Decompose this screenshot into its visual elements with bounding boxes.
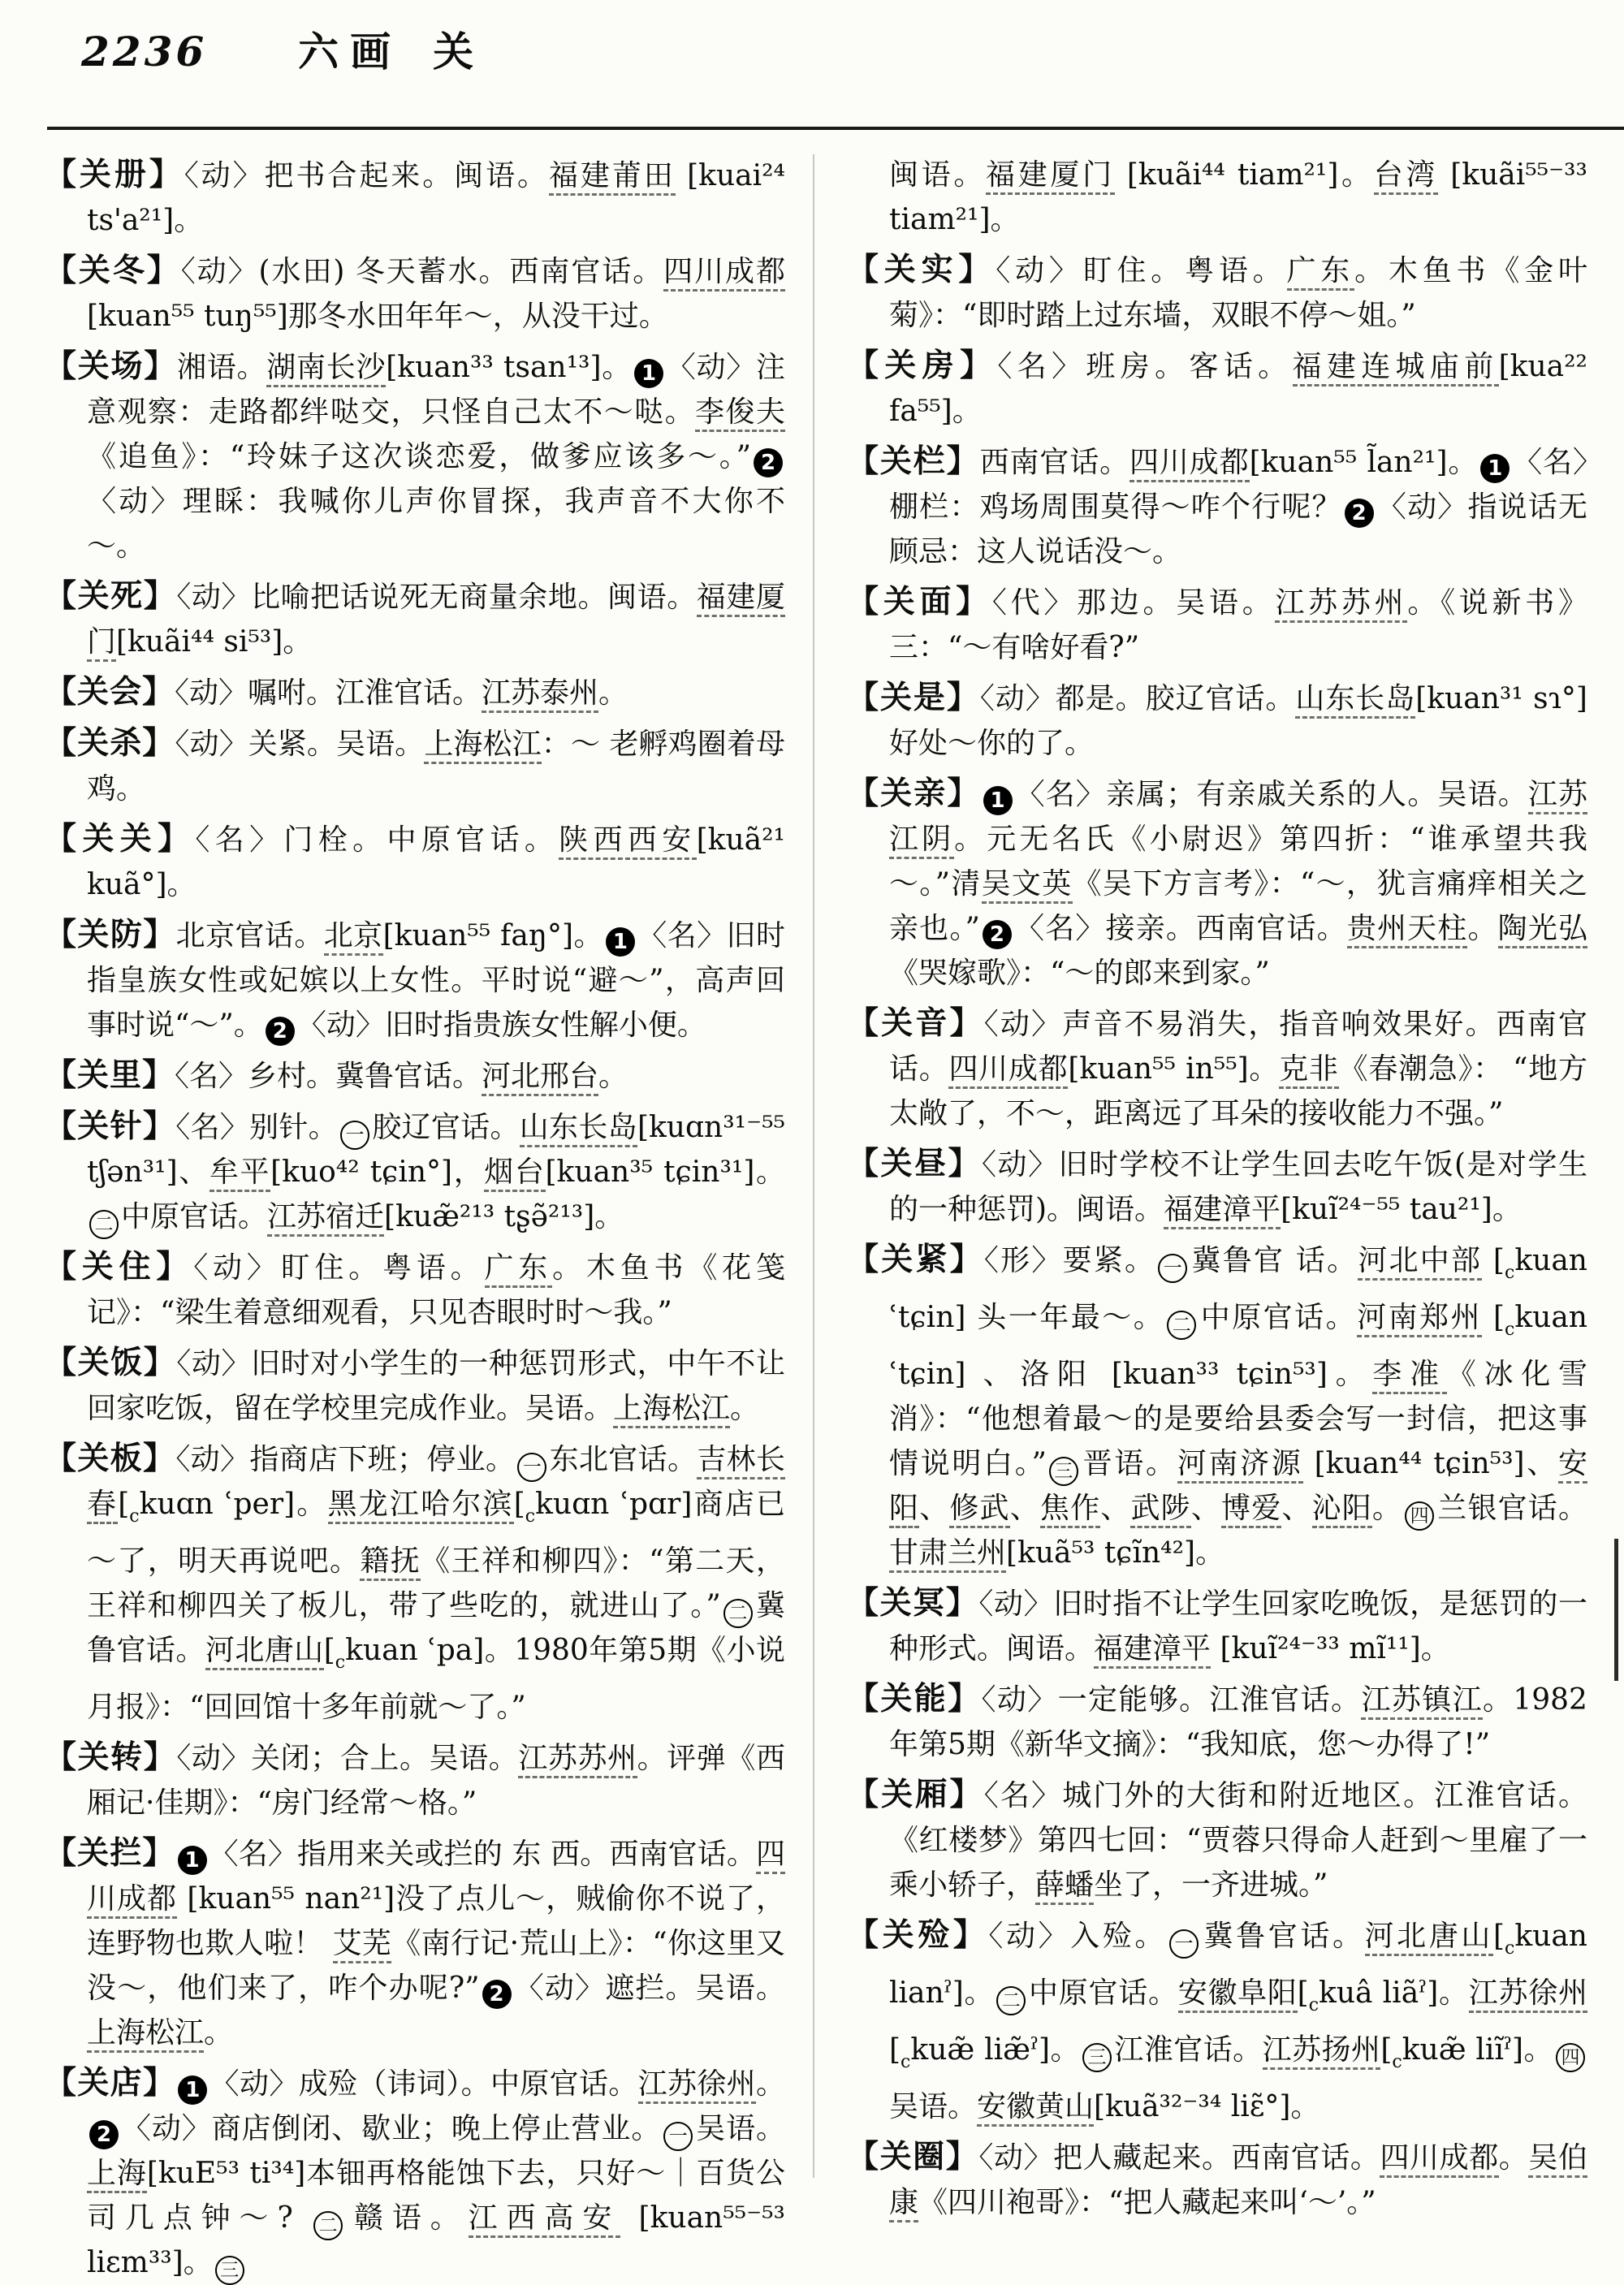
entry-body: 〈动〉嘱咐。江淮官话。江苏泰州。 bbox=[175, 676, 628, 713]
sense-number-2: 2 bbox=[754, 448, 783, 477]
proper-name: 广东 bbox=[485, 1251, 553, 1288]
dict-entry bbox=[847, 1773, 1587, 1907]
entry-headword: 【关店】 bbox=[45, 2064, 176, 2101]
entry-body: 〈动〉指商店下班；停业。 一 东北官话。吉林长春[$_ckuɑn$ ʿper]。黑龙江哈尔滨[$_ckuɑn$ ʿpɑr]商店已～了，明天再说吧。籍抚《王祥和柳四》：“第二天，王祥和柳四关了板儿，带了些吃的，就进山了。” 二 冀鲁官话。河北唐山[$_ckuan$ ʿpa]。1980年第5期《小说月报》：“回回馆十多年前就～了。” bbox=[87, 1443, 785, 1724]
entry-body: 〈动〉旧时学校不让学生回去吃午饭(是对学生的一种惩罚)。闽语。福建漳平[kuĩ²⁴⁻⁵⁵ tau²¹]。 bbox=[889, 1148, 1587, 1229]
proper-name: 李准 bbox=[1372, 1358, 1446, 1394]
proper-name: 上海松江 bbox=[87, 2016, 204, 2053]
dict-entry bbox=[45, 574, 785, 664]
tone-prefix: c bbox=[1504, 1263, 1515, 1283]
proper-name: 烟台 bbox=[484, 1155, 545, 1192]
dict-entry bbox=[847, 439, 1587, 574]
entry-headword: 【关亲】 bbox=[847, 775, 981, 812]
entry-headword: 【关饭】 bbox=[45, 1344, 177, 1381]
proper-name: 福建漳平 bbox=[1164, 1193, 1281, 1229]
entry-body: 1 〈名〉亲属；有亲戚关系的人。吴语。江苏江阴。元无名氏《小尉迟》第四折：“谁承望共我～。”清吴文英《吴下方言考》：“～，犹言痛痒相关之亲也。” 2 〈名〉接亲。西南官话。贵州天柱。陶光弘《哭嫁歌》：“～的郎来到家。” bbox=[889, 778, 1588, 990]
circled-subsense: 一 bbox=[663, 2122, 693, 2151]
proper-name: 福建厦门 bbox=[87, 581, 785, 662]
entry-body: 北京官话。北京[kuan⁵⁵ faŋ°]。 1 〈名〉旧时指皇族女性或妃嫔以上女性。平时说“避～”，高声回事时说“～”。 2 〈动〉旧时指贵族女性解小便。 bbox=[87, 919, 785, 1042]
entry-headword: 【关冬】 bbox=[45, 252, 181, 289]
entry-body: 〈动〉盯住。粤语。广东。木鱼书《金叶菊》：“即时踏上过东墙，双眼不停～姐。” bbox=[889, 254, 1587, 332]
tone-prefix: c bbox=[335, 1652, 346, 1673]
entry-headword: 【关板】 bbox=[45, 1440, 176, 1477]
entry-headword: 【关昼】 bbox=[847, 1145, 982, 1182]
proper-name: 李俊夫 bbox=[695, 395, 785, 432]
proper-name: 四川成都 bbox=[663, 255, 785, 292]
sense-number-1: 1 bbox=[178, 1846, 207, 1875]
scan-edge-artifact bbox=[1614, 1539, 1618, 1681]
entry-body: 〈动〉关闭；合上。吴语。江苏苏州。评弹《西厢记·佳期》：“房门经常～格。” bbox=[87, 1742, 785, 1820]
dict-entry bbox=[847, 2135, 1587, 2225]
column-right bbox=[847, 153, 1588, 2219]
proper-name: 陶光弘 bbox=[1498, 912, 1587, 948]
dict-entry bbox=[847, 153, 1587, 242]
proper-name: 薛蟠 bbox=[1035, 1868, 1094, 1905]
proper-name: 江苏宿迁 bbox=[267, 1200, 384, 1237]
sense-number-2: 2 bbox=[266, 1017, 295, 1046]
proper-name: 江苏徐州 bbox=[1469, 1976, 1587, 2013]
proper-name: 北京 bbox=[324, 919, 383, 956]
entry-headword: 【关针】 bbox=[45, 1108, 176, 1145]
proper-name: 籍抚 bbox=[360, 1544, 421, 1581]
circled-subsense: 二 bbox=[723, 1599, 753, 1628]
proper-name: 河北唐山 bbox=[205, 1634, 324, 1670]
proper-name: 安徽黄山 bbox=[977, 2090, 1094, 2127]
entry-headword: 【关场】 bbox=[45, 348, 177, 385]
proper-name: 山东长岛 bbox=[1295, 682, 1415, 719]
proper-name: 安徽阜阳 bbox=[1178, 1976, 1298, 2013]
circled-subsense: 四 bbox=[1556, 2043, 1585, 2072]
sense-number-1: 1 bbox=[178, 2076, 207, 2105]
proper-name: 江苏苏州 bbox=[518, 1742, 637, 1778]
proper-name: 四川成都 bbox=[948, 1052, 1068, 1089]
tone-prefix: c bbox=[129, 1506, 140, 1527]
circled-subsense: 二 bbox=[996, 1986, 1026, 2015]
entry-headword: 【关房】 bbox=[847, 347, 998, 384]
entry-body: 〈动〉声音不易消失，指音响效果好。西南官话。四川成都[kuan⁵⁵ in⁵⁵]。克非《春潮急》： “地方太敞了，不～，距离远了耳朵的接收能力不强。” bbox=[889, 1008, 1587, 1130]
proper-name: 湖南长沙 bbox=[266, 351, 386, 387]
section-head-character: 关 bbox=[433, 28, 474, 76]
entry-headword: 【关死】 bbox=[45, 577, 177, 615]
proper-name: 河北邢台 bbox=[482, 1060, 598, 1096]
proper-name: 吉林长春 bbox=[87, 1443, 785, 1524]
proper-name: 河南郑州 bbox=[1357, 1301, 1482, 1337]
proper-name: 博爱 bbox=[1221, 1492, 1281, 1528]
entry-body: 〈动〉比喻把话说死无商量余地。闽语。福建厦门[kuãi⁴⁴ si⁵³]。 bbox=[87, 581, 785, 662]
circled-subsense: 三 bbox=[215, 2256, 244, 2285]
dict-entry bbox=[847, 580, 1587, 670]
dict-entry bbox=[45, 1436, 785, 1730]
circled-subsense: 一 bbox=[1169, 1929, 1199, 1959]
entry-headword: 【关里】 bbox=[45, 1056, 175, 1094]
sense-number-2: 2 bbox=[983, 920, 1012, 949]
proper-name: 福建莆田 bbox=[549, 159, 676, 196]
proper-name: 江苏江阴 bbox=[889, 778, 1587, 859]
circled-subsense: 一 bbox=[517, 1453, 546, 1482]
entry-headword: 【关殓】 bbox=[847, 1916, 989, 1954]
circled-subsense: 二 bbox=[313, 2211, 343, 2240]
entry-body: 闽语。福建厦门 [kuãi⁴⁴ tiam²¹]。台湾 [kuãi⁵⁵⁻³³ tiam²¹]。 bbox=[889, 158, 1587, 236]
proper-name: 四川成都 bbox=[1380, 2141, 1498, 2178]
entry-body: 〈动〉入殓。 一 冀鲁官话。河北唐山[$_ckuan$ lianˀ]。 二 中原官话。安徽阜阳[$_ckuâ$ liãˀ]。江苏徐州[$_ckuæ̃$ liæ̃ˀ]。 三 江淮官话。江苏扬州[$_ckuæ̃$ liĩˀ]。 四吴语。安徽黄山[kuã³²⁻³⁴ liɛ̃°]。 bbox=[889, 1920, 1587, 2123]
entry-body: 〈动〉一定能够。江淮官话。江苏镇江。1982年第5期《新华文摘》：“我知底，您～办得了!” bbox=[889, 1683, 1587, 1761]
dict-entry bbox=[847, 1001, 1587, 1136]
sense-number-1: 1 bbox=[1480, 454, 1510, 483]
dict-entry bbox=[45, 1245, 785, 1335]
page-header bbox=[0, 0, 1624, 78]
entry-headword: 【关厢】 bbox=[847, 1776, 984, 1813]
dict-entry bbox=[45, 1831, 785, 2055]
dict-entry bbox=[45, 817, 785, 907]
sense-number-1: 1 bbox=[606, 927, 635, 957]
proper-name: 贵州天柱 bbox=[1347, 912, 1468, 948]
dict-entry bbox=[45, 670, 785, 715]
entry-headword: 【关实】 bbox=[847, 251, 996, 288]
proper-name: 武陟 bbox=[1130, 1492, 1190, 1528]
tone-prefix: c bbox=[901, 2052, 911, 2072]
proper-name: 四川成都 bbox=[87, 1838, 785, 1919]
proper-name: 甘肃兰州 bbox=[889, 1536, 1006, 1573]
proper-name: 上海 bbox=[87, 2157, 147, 2193]
dict-entry bbox=[45, 1053, 785, 1099]
circled-subsense: 二 bbox=[89, 1210, 119, 1239]
dict-entry bbox=[847, 1913, 1587, 2129]
entry-headword: 【关冥】 bbox=[847, 1584, 979, 1622]
proper-name: 陕西西安 bbox=[559, 823, 696, 860]
proper-name: 吴文英 bbox=[982, 867, 1073, 904]
entry-body: 〈形〉要紧。 一 冀鲁官 话。河北中部 [$_ckuan$ ʿtɕin] 头一年最～。 二 中原官话。河南郑州 [$_ckuan$ ʿtɕin] 、洛阳 [kuan³³ tɕin⁵³]。李准《冰化雪消》：“他想着最～的是要给县委会写一封信，把这事情说明白。” 三 晋语。河南济源 [kuan⁴⁴ tɕin⁵³]、安阳、修武、焦作、武陟、博爱、沁阳。 四 兰银官话。甘肃兰州[kuã⁵³ tɕĩn⁴²]。 bbox=[889, 1244, 1587, 1570]
proper-name: 黑龙江哈尔滨 bbox=[328, 1488, 514, 1524]
proper-name: 上海松江 bbox=[424, 728, 541, 764]
circled-subsense: 一 bbox=[340, 1121, 369, 1150]
dict-entry bbox=[847, 1142, 1587, 1232]
entry-headword: 【关转】 bbox=[45, 1739, 177, 1776]
dict-entry bbox=[45, 248, 785, 339]
proper-name: 山东长岛 bbox=[520, 1111, 637, 1147]
column-left bbox=[45, 153, 785, 2281]
proper-name: 江西高安 bbox=[469, 2201, 621, 2238]
dict-entry bbox=[847, 676, 1587, 766]
entry-headword: 【关会】 bbox=[45, 673, 175, 711]
proper-name: 江苏扬州 bbox=[1263, 2033, 1381, 2070]
sense-number-1: 1 bbox=[983, 786, 1013, 815]
entry-headword: 【关关】 bbox=[45, 820, 196, 857]
entry-body: 〈动〉旧时指不让学生回家吃晚饭，是惩罚的一种形式。闽语。福建漳平 [kuĩ²⁴⁻³³ mĩ¹¹]。 bbox=[889, 1587, 1587, 1669]
proper-name: 江苏镇江 bbox=[1361, 1683, 1483, 1720]
dict-entry bbox=[45, 2061, 785, 2285]
dict-entry bbox=[45, 153, 785, 243]
dict-entry bbox=[45, 1735, 785, 1825]
proper-name: 江苏苏州 bbox=[1275, 586, 1407, 623]
entry-body: 〈动〉把人藏起来。西南官话。四川成都。吴伯康《四川袍哥》：“把人藏起来叫‘～’。” bbox=[889, 2141, 1587, 2222]
dict-entry bbox=[45, 1341, 785, 1431]
circled-subsense: 二 bbox=[1167, 1311, 1196, 1340]
entry-body: 〈名〉班房。客话。福建连城庙前[kua²² fa⁵⁵]。 bbox=[889, 350, 1587, 428]
page-number: 2236 bbox=[81, 28, 208, 76]
dict-entry bbox=[847, 1677, 1587, 1767]
proper-name: 焦作 bbox=[1040, 1492, 1100, 1528]
proper-name: 河南济源 bbox=[1177, 1447, 1303, 1484]
dict-entry bbox=[847, 248, 1587, 338]
entry-body: 湘语。湖南长沙[kuan³³ tsan¹³]。 1 〈动〉注意观察：走路都绊哒交，只怪自己太不～哒。李俊夫《追鱼》：“玲妹子这次谈恋爱，做爹应该多～。” 2〈动〉理睬：我喊你儿声你冒探，我声音不大你不～。 bbox=[87, 351, 785, 563]
proper-name: 江苏徐州 bbox=[638, 2067, 756, 2104]
circled-subsense: 三 bbox=[1049, 1457, 1078, 1486]
proper-name: 艾芜 bbox=[333, 1927, 392, 1963]
tone-prefix: c bbox=[525, 1506, 536, 1527]
entry-body: 〈名〉别针。 一 胶辽官话。山东长岛[kuɑn³¹⁻⁵⁵ tʃən³¹]、牟平[kuo⁴² tɕin°]，烟台[kuan³⁵ tɕin³¹]。二 中原官话。江苏宿迁[kuæ̃²¹³ tʂə̃²¹³]。 bbox=[87, 1111, 785, 1233]
dict-entry bbox=[45, 913, 785, 1047]
proper-name: 上海松江 bbox=[613, 1392, 730, 1428]
entry-body: 〈名〉门栓。中原官话。陕西西安[kuã²¹ kuã°]。 bbox=[87, 823, 785, 901]
circled-subsense: 四 bbox=[1405, 1501, 1434, 1531]
proper-name: 福建厦门 bbox=[986, 158, 1115, 195]
entry-body: 1 〈名〉指用来关或拦的 东 西。西南官话。四川成都 [kuan⁵⁵ nan²¹]没了点儿～，贼偷你不说了，连野物也欺人啦！ 艾芜《南行记·荒山上》：“你这里又没～，他们来了，咋个办呢?” 2 〈动〉遮拦。吴语。上海松江。 bbox=[87, 1838, 785, 2050]
entry-body: 1 〈动〉成殓（讳词）。中原官话。江苏徐州。2 〈动〉商店倒闭、歇业；晚上停止营业。 一 吴语。上海[kuE⁵³ ti³⁴]本钿再格能蚀下去，只好～｜百货公司几点钟～? 二 赣语。江西高安 [kuan⁵⁵⁻⁵³ liɛm³³]。 三 bbox=[87, 2067, 785, 2279]
proper-name: 河北中部 bbox=[1358, 1244, 1482, 1281]
dict-entry bbox=[847, 771, 1587, 996]
entry-headword: 【关能】 bbox=[847, 1680, 982, 1717]
entry-body: 〈动〉(水田) 冬天蓄水。西南官话。四川成都 [kuan⁵⁵ tuŋ⁵⁵]那冬水田年年～，从没干过。 bbox=[87, 255, 785, 333]
dict-entry bbox=[45, 344, 785, 568]
entry-body: 〈动〉都是。胶辽官话。山东长岛[kuan³¹ sɿ°]好处～你的了。 bbox=[889, 682, 1587, 760]
dict-entry bbox=[45, 1104, 785, 1239]
dict-entry bbox=[847, 1238, 1587, 1575]
entry-headword: 【关音】 bbox=[847, 1004, 984, 1042]
dict-entry bbox=[847, 1581, 1587, 1671]
tone-prefix: c bbox=[1392, 2052, 1402, 2072]
dictionary-body bbox=[45, 153, 1588, 2281]
entry-body: 〈动〉旧时对小学生的一种惩罚形式，中午不让回家吃饭，留在学校里完成作业。吴语。上海松江。 bbox=[87, 1347, 785, 1428]
circled-subsense: 一 bbox=[1158, 1254, 1187, 1283]
sense-number-2: 2 bbox=[89, 2120, 119, 2149]
entry-headword: 【关册】 bbox=[45, 156, 184, 193]
entry-headword: 【关栏】 bbox=[847, 443, 980, 480]
entry-body: 〈动〉盯住。粤语。广东。木鱼书《花笺记》：“梁生着意细观看，只见杏眼时时～我。” bbox=[87, 1251, 785, 1329]
proper-name: 福建漳平 bbox=[1094, 1632, 1211, 1669]
sense-number-2: 2 bbox=[1345, 499, 1374, 528]
dict-entry bbox=[45, 721, 785, 811]
entry-body: 〈名〉乡村。冀鲁官话。河北邢台。 bbox=[175, 1060, 628, 1096]
entry-headword: 【关住】 bbox=[45, 1248, 194, 1285]
tone-prefix: c bbox=[1505, 1320, 1515, 1340]
proper-name: 四川成都 bbox=[1129, 446, 1250, 482]
proper-name: 安阳 bbox=[889, 1447, 1587, 1528]
circled-subsense: 三 bbox=[1082, 2043, 1112, 2072]
proper-name: 克非 bbox=[1279, 1052, 1338, 1089]
dict-entry bbox=[847, 343, 1587, 434]
entry-headword: 【关拦】 bbox=[45, 1834, 175, 1872]
header-rule bbox=[47, 127, 1624, 130]
entry-headword: 【关防】 bbox=[45, 916, 176, 953]
proper-name: 河北唐山 bbox=[1365, 1920, 1493, 1956]
entry-headword: 【关面】 bbox=[847, 583, 992, 620]
entry-headword: 【关杀】 bbox=[45, 724, 175, 762]
proper-name: 台湾 bbox=[1374, 158, 1438, 195]
sense-number-2: 2 bbox=[482, 1980, 512, 2009]
proper-name: 沁阳 bbox=[1312, 1492, 1372, 1528]
proper-name: 福建连城庙前 bbox=[1293, 350, 1499, 387]
entry-body: 〈名〉城门外的大街和附近地区。江淮官话。《红楼梦》第四七回：“贾蓉只得命人赶到～里雇了一乘小轿子，薛蟠坐了，一齐进城。” bbox=[889, 1779, 1587, 1905]
tone-prefix: c bbox=[1308, 1995, 1320, 2015]
sense-number-1: 1 bbox=[634, 359, 663, 388]
entry-headword: 【关圈】 bbox=[847, 2138, 979, 2175]
tone-prefix: c bbox=[1504, 1938, 1515, 1959]
proper-name: 修武 bbox=[949, 1492, 1009, 1528]
proper-name: 吴伯康 bbox=[889, 2141, 1587, 2222]
entry-body: 〈动〉把书合起来。闽语。福建莆田 [kuai²⁴ ts'a²¹]。 bbox=[87, 159, 785, 237]
proper-name: 广东 bbox=[1287, 254, 1355, 291]
stroke-count-label: 六画 bbox=[298, 28, 403, 76]
proper-name: 牟平 bbox=[209, 1155, 270, 1192]
entry-body: 〈动〉关紧。吴语。上海松江：～ 老孵鸡圈着母鸡。 bbox=[87, 728, 785, 806]
entry-headword: 【关是】 bbox=[847, 679, 980, 716]
proper-name: 江苏泰州 bbox=[482, 676, 598, 713]
entry-body: 西南官话。四川成都[kuan⁵⁵ l̃an²¹]。 1 〈名〉棚栏：鸡场周围莫得～咋个行呢？ 2 〈动〉指说话无顾忌：这人说话没～。 bbox=[889, 446, 1587, 568]
entry-headword: 【关紧】 bbox=[847, 1241, 984, 1278]
entry-body: 〈代〉那边。吴语。江苏苏州。《说新书》三：“～有啥好看?” bbox=[889, 586, 1587, 664]
